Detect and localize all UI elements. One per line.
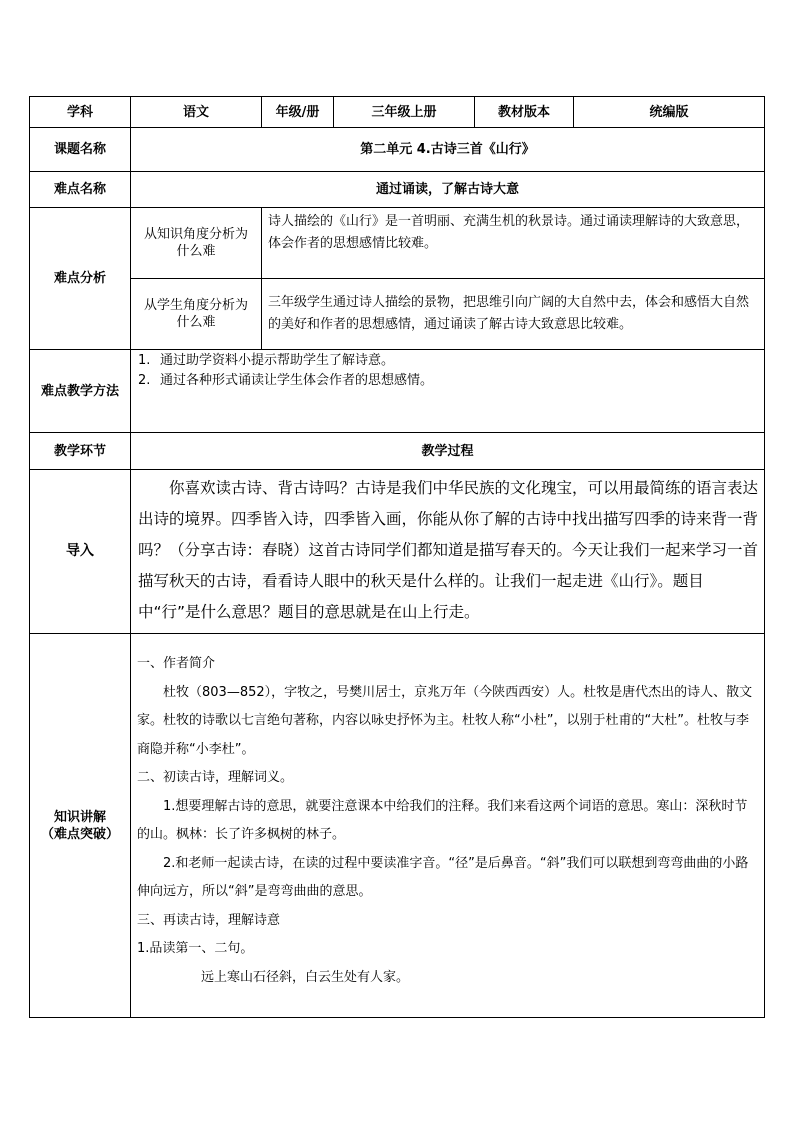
paragraph: 1.品读第一、二句。 [137, 941, 254, 956]
knowledge-label [30, 634, 130, 1017]
edition-label: 教材版本 [497, 104, 550, 120]
grade-label: 年级/册 [275, 104, 320, 120]
paragraph: 杜牧（803—852），字牧之，号樊川居士，京兆万年（今陕西西安）人。杜牧是唐代杰出的诗人、散文家。杜牧的诗歌以七言绝句著称，内容以咏史抒怀为主。杜牧人称“小杜”，以别于杜甫的“大杜”。杜牧与李商隐并称“小李杜”。 [137, 684, 753, 757]
intro-text: 你喜欢读古诗、背古诗吗？古诗是我们中华民族的文化瑰宝，可以用最简练的语言表达出诗的境界。四季皆入诗，四季皆入画，你能从你了解的古诗中找出描写四季的诗来背一背吗？（分享古诗：春晓）这首古诗同学们都知道是描写春天的。今天让我们一起来学习一首描写秋天的古诗，看看诗人眼中的秋天是什么样的。让我们一起走进《山行》。题目中“行”是什么意思？题目的意思就是在山上行走。 [138, 479, 759, 621]
difficulty-name: 通过诵读，了解古诗大意 [375, 182, 519, 197]
section-heading: 二、初读古诗，理解词义。 [137, 770, 294, 785]
knowledge-angle-label: 从知识角度分析为什么难 [143, 227, 248, 259]
methods-item [138, 371, 738, 391]
process-label: 教学环节 [53, 443, 106, 459]
poem-line: 远上寒山石径斜，白云生处有人家。 [201, 969, 410, 985]
lesson-label: 课题名称 [53, 142, 106, 157]
edition-value: 统编版 [649, 104, 689, 120]
paragraph: 2.和老师一起读古诗，在读的过程中要读准字音。“径”是后鼻音。“斜”我们可以联想到弯弯曲曲的小路伸向远方，所以“斜”是弯弯曲曲的意思。 [137, 855, 749, 899]
column-divider [261, 207, 262, 349]
row-divider [30, 349, 764, 350]
methods-label: 难点教学方法 [40, 383, 119, 399]
section-heading: 一、作者简介 [137, 656, 216, 671]
subject-value: 语文 [182, 104, 209, 120]
methods-item-number: 2. [138, 373, 151, 388]
intro-label: 导入 [66, 543, 94, 559]
student-angle-text: 三年级学生通过诗人描绘的景物，把思维引向广阔的大自然中去，体会和感悟大自然的美好和作者的思想感情，通过诵读了解古诗大致意思比较难。 [268, 295, 750, 332]
subject-label: 学科 [66, 104, 93, 120]
student-angle-label: 从学生角度分析为什么难 [143, 298, 248, 330]
knowledge-content [137, 650, 759, 992]
knowledge-angle-text: 诗人描绘的《山行》是一首明丽、充满生机的秋景诗。通过诵读理解诗的大致意思，体会作者的思想感情比较难。 [268, 214, 750, 251]
methods-item [138, 351, 738, 371]
knowledge-label-sub: （难点突破） [40, 826, 119, 842]
difficulty-label: 难点名称 [53, 182, 106, 197]
lesson-plan-table [29, 96, 765, 1018]
analysis-label: 难点分析 [53, 271, 106, 286]
column-divider [130, 97, 131, 1017]
knowledge-label-line: 知识讲解 [53, 809, 106, 825]
lesson-title: 第二单元 4.古诗三首《山行》 [360, 142, 535, 157]
grade-value: 三年级上册 [371, 104, 437, 120]
methods-item-text: 通过助学资料小提示帮助学生了解诗意。 [160, 353, 395, 368]
methods-item-number: 1. [138, 353, 151, 368]
paragraph: 1.想要理解古诗的意思，就要注意课本中给我们的注释。我们来看这两个词语的意思。寒山：深秋时节的山。枫林：长了许多枫树的林子。 [137, 798, 748, 842]
methods-item-text: 通过各种形式诵读让学生体会作者的思想感情。 [160, 373, 434, 388]
row-divider [30, 633, 764, 634]
section-heading: 三、再读古诗，理解诗意 [137, 912, 281, 928]
process-header: 教学过程 [421, 443, 474, 459]
methods-list [138, 351, 738, 391]
row-divider [30, 469, 764, 470]
